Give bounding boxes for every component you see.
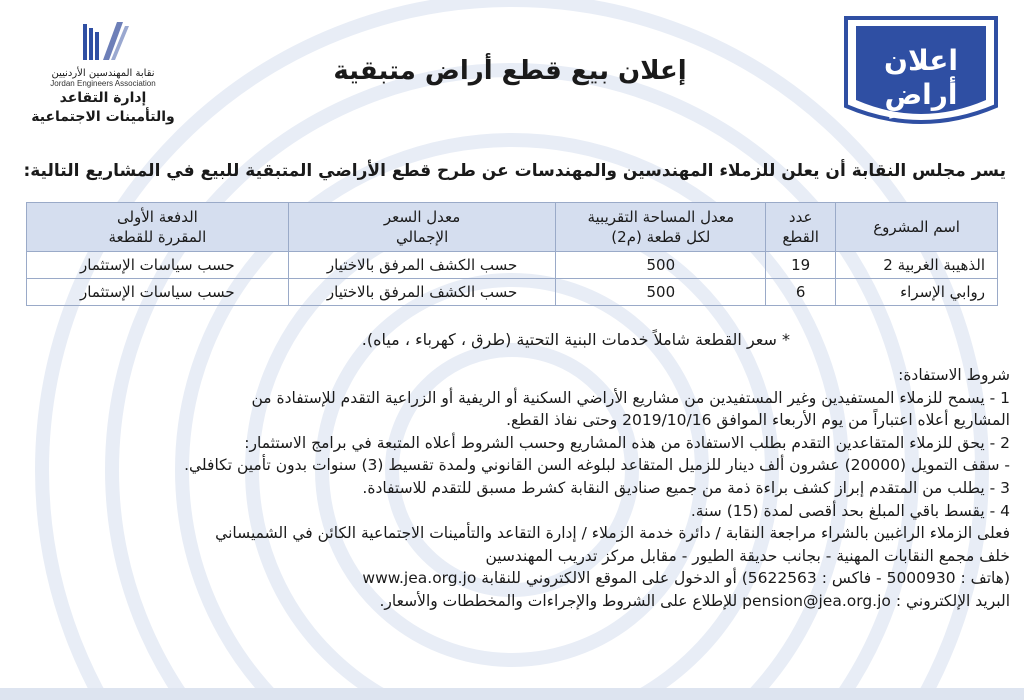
intro-text: يسر مجلس النقابة أن يعلن للزملاء المهندسين والمهندسات عن طرح قطع الأراضي المتبقية للبيع في المشاريع التالية: [23, 161, 1006, 181]
projects-table [26, 202, 998, 306]
contact-line-3: (هاتف : 5000930 - فاكس : 5622563) أو الدخول على الموقع الالكتروني للنقابة www.jea.org.jo [362, 569, 1010, 588]
condition-3: 3 - يطلب من المتقدم إبراز كشف براءة ذمة من جميع صناديق النقابة كشرط مسبق للتقدم للاستفادة. [362, 478, 1010, 497]
department-line-2: والتأمينات الاجتماعية [31, 109, 175, 125]
price-note: * سعر القطعة شاملاً خدمات البنية التحتية (طرق ، كهرباء ، مياه). [361, 330, 790, 349]
condition-2: 2 - يحق للزملاء المتقاعدين التقدم بطلب الاستفادة من هذه المشاريع وحسب الشروط أعلاه المتبعة في برامج الاستثمار: [244, 433, 1010, 452]
cell-project: الذهيبة الغربية 2 [836, 252, 998, 279]
table-header-row [27, 203, 998, 252]
cell-area: 500 [556, 279, 766, 306]
cell-project: روابي الإسراء [836, 279, 998, 306]
condition-1b: المشاريع أعلاه اعتباراً من يوم الأربعاء الموافق 2019/10/16 وحتى نفاذ القطع. [506, 411, 1010, 430]
cell-count: 19 [766, 252, 836, 279]
conditions-heading: شروط الاستفادة: [898, 366, 1010, 384]
condition-1a: 1 - يسمح للزملاء المستفيدين وغير المستفيدين من مشاريع الأراضي السكنية أو الريفية أو الزراعية التقدم للإستفادة من [251, 388, 1010, 407]
badge-line-1: اعلان [884, 44, 958, 77]
table-row [27, 252, 998, 279]
jea-logo-icon [73, 18, 133, 64]
announcement-badge [842, 14, 1000, 134]
header-project: اسم المشروع [836, 203, 998, 252]
cell-count: 6 [766, 279, 836, 306]
header-count: عدد القطع [766, 203, 836, 252]
header-payment: الدفعة الأولى المقررة للقطعة [27, 203, 289, 252]
badge-text [842, 44, 1000, 112]
contact-line-4: البريد الإلكتروني : pension@jea.org.jo للإطلاع على الشروط والإجراءات والمخططات والأسعار. [379, 591, 1010, 610]
contact-line-2: خلف مجمع النقابات المهنية - بجانب حديقة الطيور - مقابل مركز تدريب المهندسين [485, 546, 1010, 565]
header-area: معدل المساحة التقريبية لكل قطعة (م2) [556, 203, 766, 252]
org-name-ar: نقابة المهندسين الأردنيين [51, 68, 155, 79]
cell-payment: حسب سياسات الإستثمار [27, 279, 289, 306]
cell-area: 500 [556, 252, 766, 279]
org-name-en: Jordan Engineers Association [50, 79, 156, 88]
table-row [27, 279, 998, 306]
bottom-band [0, 688, 1024, 700]
header-price: معدل السعر الإجمالي [288, 203, 556, 252]
department-line-1: إدارة التقاعد [59, 90, 147, 106]
condition-2b: - سقف التمويل (20000) عشرون ألف دينار للزميل المتقاعد لبلوغه السن القانوني ولمدة تقسيط (3) سنوات بدون تأمين تكافلي. [184, 456, 1010, 475]
condition-4: 4 - يقسط باقي المبلغ بحد أقصى لمدة (15) سنة. [690, 501, 1010, 520]
logo-block [28, 18, 178, 126]
cell-price: حسب الكشف المرفق بالاختيار [288, 252, 556, 279]
contact-line-1: فعلى الزملاء الراغبين بالشراء مراجعة النقابة / دائرة خدمة الزملاء / إدارة التقاعد والتأمينات الاجتماعية الكائن في الشميساني [215, 524, 1010, 543]
cell-payment: حسب سياسات الإستثمار [27, 252, 289, 279]
badge-line-2: أراضٍ [884, 78, 958, 111]
page-title: إعلان بيع قطع أراض متبقية [333, 56, 687, 86]
cell-price: حسب الكشف المرفق بالاختيار [288, 279, 556, 306]
conditions-body [20, 364, 1010, 613]
